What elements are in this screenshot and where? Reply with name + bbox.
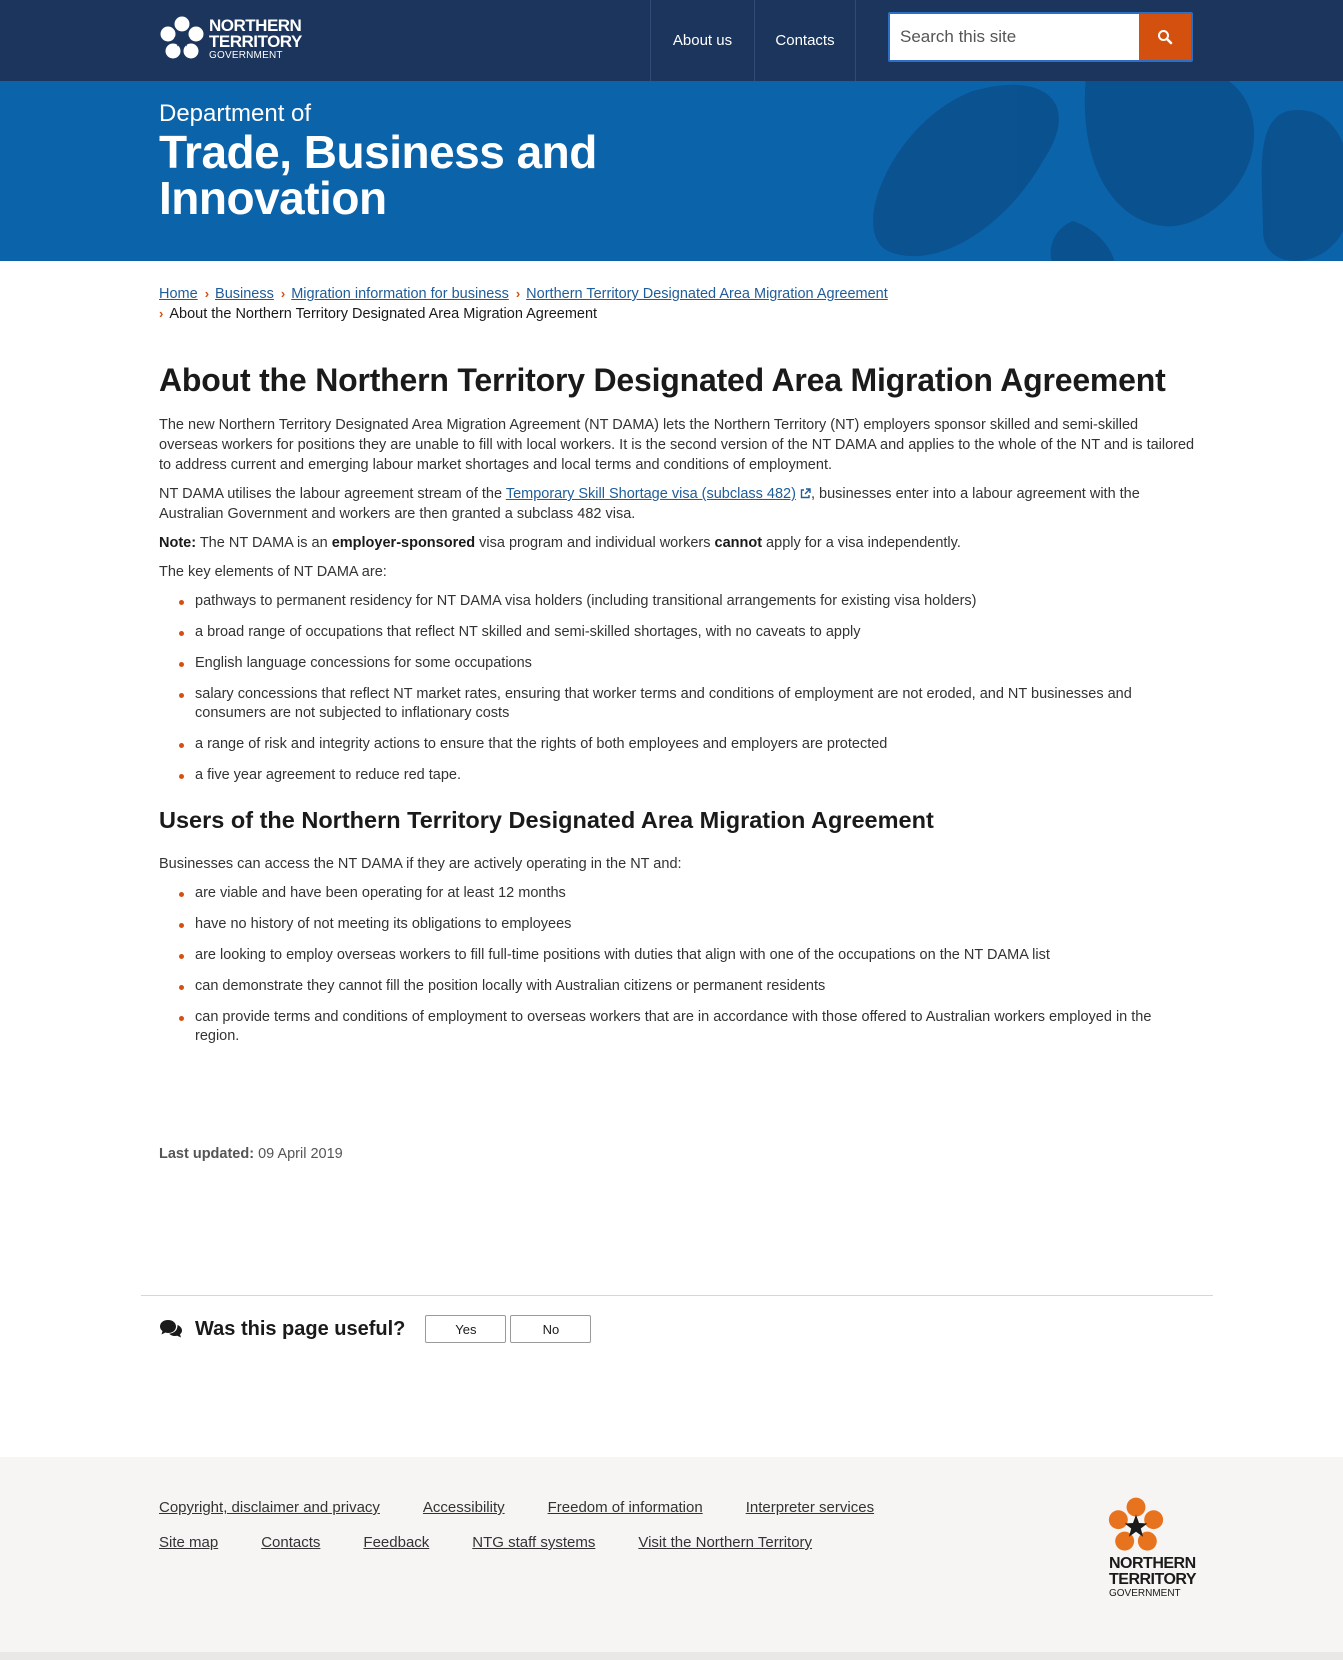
footer bbox=[0, 1457, 1343, 1652]
hero-department-prefix: Department of bbox=[159, 100, 312, 127]
list-item: a five year agreement to reduce red tape. bbox=[159, 766, 1199, 785]
feedback-no-button[interactable]: No bbox=[510, 1315, 591, 1343]
list-item: can provide terms and conditions of employment to overseas workers that are in accordance with those offered to Australian workers employed in the region. bbox=[159, 1008, 1199, 1046]
breadcrumb-current: About the Northern Territory Designated Area Migration Agreement bbox=[169, 306, 598, 322]
main-content bbox=[159, 362, 1199, 1058]
list-item: are viable and have been operating for at least 12 months bbox=[159, 884, 1199, 903]
stream-paragraph bbox=[159, 484, 1199, 524]
note-emphasis: cannot bbox=[714, 535, 763, 551]
chat-bubbles-icon bbox=[159, 1319, 183, 1339]
list-item: can demonstrate they cannot fill the position locally with Australian citizens or permanent residents bbox=[159, 977, 1199, 996]
breadcrumb-home[interactable]: Home bbox=[159, 286, 198, 302]
footer-link-site-map[interactable]: Site map bbox=[159, 1534, 219, 1551]
list-item: English language concessions for some occupations bbox=[159, 654, 1199, 673]
users-heading: Users of the Northern Territory Designated Area Migration Agreement bbox=[159, 807, 934, 833]
footer-link-foi[interactable]: Freedom of information bbox=[547, 1499, 703, 1516]
footer-link-interpreter[interactable]: Interpreter services bbox=[745, 1499, 875, 1516]
last-updated-value: 09 April 2019 bbox=[254, 1146, 343, 1162]
nav-about-us[interactable]: About us bbox=[650, 0, 754, 81]
chevron-right-icon: › bbox=[515, 286, 521, 301]
key-elements-list bbox=[159, 592, 1199, 785]
hero-decoration-icon bbox=[743, 81, 1343, 261]
logo-wordmark bbox=[209, 17, 302, 61]
search-box bbox=[888, 12, 1193, 62]
footer-link-feedback[interactable]: Feedback bbox=[363, 1534, 430, 1551]
feedback-yes-button[interactable]: Yes bbox=[425, 1315, 506, 1343]
note-text: visa program and individual workers bbox=[475, 535, 715, 551]
stream-text-after: , businesses enter into a labour agreement with the Australian Government and workers are then granted a subclass 482 visa. bbox=[159, 486, 1140, 522]
flower-logo-icon bbox=[159, 16, 205, 62]
footer-logo-line-3: GOVERNMENT bbox=[1109, 1588, 1181, 1599]
note-emphasis: employer-sponsored bbox=[331, 535, 476, 551]
intro-paragraph: The new Northern Territory Designated Area Migration Agreement (NT DAMA) lets the Northern Territory (NT) employers sponsor skilled and semi-skilled overseas workers for positions they are unable to fill with local workers. It is the second version of the NT DAMA and applies to the whole of the NT and is tailored to address current and emerging labour market shortages and local terms and conditions of employment. bbox=[159, 417, 1195, 473]
footer-links-row-2 bbox=[159, 1525, 917, 1560]
list-item: have no history of not meeting its obligations to employees bbox=[159, 915, 1199, 934]
search-button[interactable] bbox=[1139, 14, 1191, 60]
footer-link-copyright[interactable]: Copyright, disclaimer and privacy bbox=[159, 1499, 380, 1516]
hero-banner bbox=[0, 81, 1343, 261]
last-updated-label: Last updated: bbox=[159, 1146, 255, 1162]
list-item: are looking to employ overseas workers to fill full-time positions with duties that align with one of the occupations on the NT DAMA list bbox=[159, 946, 1199, 965]
note-paragraph bbox=[159, 533, 1199, 553]
logo-line-2: TERRITORY bbox=[209, 32, 302, 51]
stream-text-before: NT DAMA utilises the labour agreement stream of the bbox=[159, 486, 506, 502]
footer-link-contacts[interactable]: Contacts bbox=[261, 1534, 321, 1551]
list-item: a range of risk and integrity actions to ensure that the rights of both employees and employers are protected bbox=[159, 735, 1199, 754]
footer-logo-line-1: NORTHERN bbox=[1109, 1555, 1196, 1572]
list-item: pathways to permanent residency for NT DAMA visa holders (including transitional arrangements for existing visa holders) bbox=[159, 592, 1199, 611]
list-item: salary concessions that reflect NT market rates, ensuring that worker terms and conditions of employment are not eroded, and NT businesses and consumers are not subjected to inflationary costs bbox=[159, 685, 1199, 723]
footer-links bbox=[159, 1490, 917, 1560]
note-text: The NT DAMA is an bbox=[196, 535, 332, 551]
footer-link-visit-nt[interactable]: Visit the Northern Territory bbox=[638, 1534, 813, 1551]
footer-link-ntg-staff[interactable]: NTG staff systems bbox=[472, 1534, 596, 1551]
users-list bbox=[159, 884, 1199, 1046]
chevron-right-icon: › bbox=[159, 306, 164, 321]
list-item: a broad range of occupations that reflect NT skilled and semi-skilled shortages, with no caveats to apply bbox=[159, 623, 1199, 642]
users-intro: Businesses can access the NT DAMA if they are actively operating in the NT and: bbox=[159, 856, 682, 872]
search-input[interactable] bbox=[890, 14, 1139, 60]
footer-flower-logo-icon bbox=[1106, 1497, 1166, 1555]
footer-link-accessibility[interactable]: Accessibility bbox=[422, 1499, 505, 1516]
top-bar bbox=[0, 0, 1343, 81]
footer-logo-line-2: TERRITORY bbox=[1109, 1571, 1197, 1588]
note-text: apply for a visa independently. bbox=[762, 535, 961, 551]
feedback-divider bbox=[141, 1295, 1213, 1296]
page-title: About the Northern Territory Designated Area Migration Agreement bbox=[159, 362, 1166, 398]
feedback-section bbox=[159, 1315, 595, 1343]
nt-government-logo[interactable] bbox=[159, 14, 302, 64]
breadcrumb-business[interactable]: Business bbox=[215, 286, 274, 302]
breadcrumb bbox=[159, 284, 1199, 324]
nav-contacts[interactable]: Contacts bbox=[754, 0, 856, 81]
feedback-question: Was this page useful? bbox=[195, 1317, 406, 1340]
search-icon bbox=[1157, 29, 1173, 45]
breadcrumb-migration-info[interactable]: Migration information for business bbox=[291, 286, 509, 302]
logo-line-3: GOVERNMENT bbox=[209, 50, 283, 61]
footer-bottom-strip bbox=[0, 1652, 1343, 1660]
top-nav bbox=[650, 0, 856, 81]
key-elements-intro: The key elements of NT DAMA are: bbox=[159, 564, 387, 580]
external-link-icon bbox=[800, 488, 811, 499]
logo-line-1: NORTHERN bbox=[209, 16, 302, 35]
hero-department-title: Trade, Business and Innovation bbox=[159, 126, 597, 224]
footer-logo-wordmark bbox=[1109, 1556, 1196, 1599]
chevron-right-icon: › bbox=[204, 286, 210, 301]
tss-visa-link[interactable]: Temporary Skill Shortage visa (subclass 482) bbox=[505, 486, 796, 502]
note-label: Note: bbox=[159, 535, 197, 551]
last-updated bbox=[159, 1146, 343, 1162]
breadcrumb-nt-dama[interactable]: Northern Territory Designated Area Migration Agreement bbox=[526, 286, 888, 302]
footer-links-row-1 bbox=[159, 1490, 917, 1525]
chevron-right-icon: › bbox=[280, 286, 286, 301]
